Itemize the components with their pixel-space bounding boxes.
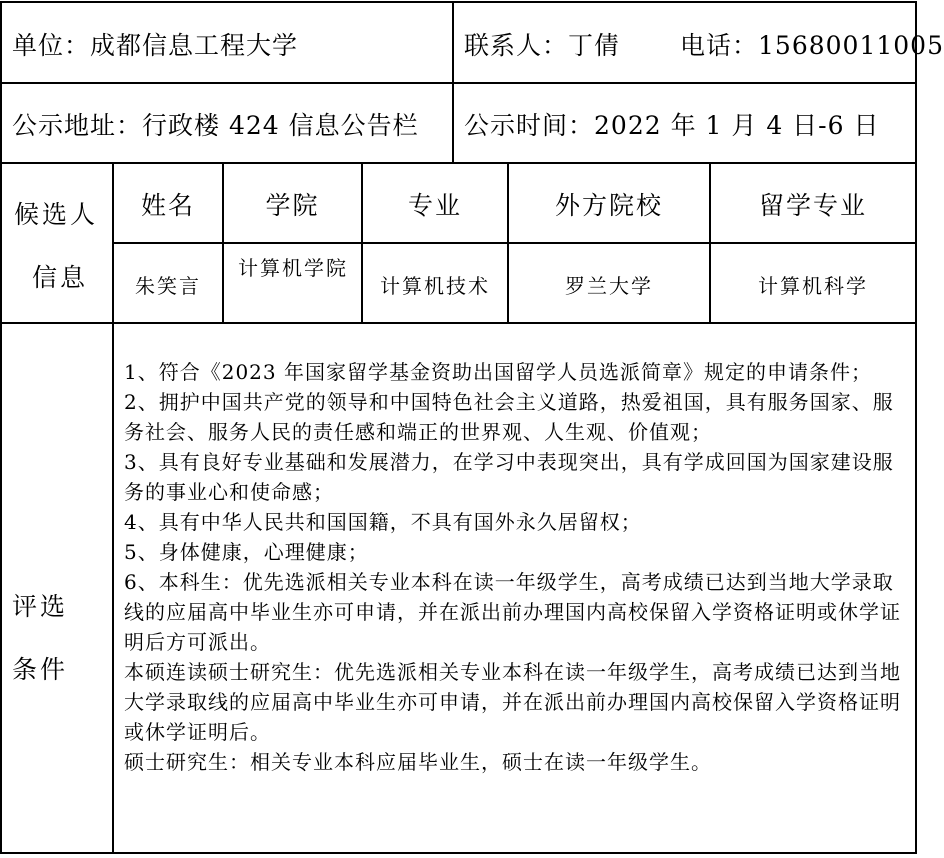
table-border-left bbox=[0, 1, 2, 854]
criteria-section-label-2: 条件 bbox=[12, 655, 69, 684]
contact-value: 丁倩 bbox=[568, 31, 621, 60]
row-divider-2 bbox=[0, 162, 917, 164]
header-college: 学院 bbox=[265, 191, 320, 220]
time-value: 2022 年 1 月 4 日-6 日 bbox=[594, 111, 880, 140]
criteria-item-4: 4、具有中华人民共和国国籍，不具有国外永久居留权； bbox=[124, 510, 642, 534]
criteria-list bbox=[124, 357, 910, 777]
header-major: 专业 bbox=[407, 191, 462, 220]
value-study-major: 计算机科学 bbox=[758, 274, 868, 298]
time-field bbox=[464, 106, 879, 142]
value-major: 计算机技术 bbox=[380, 274, 490, 298]
row-divider-1 bbox=[0, 82, 917, 84]
phone-field bbox=[680, 26, 944, 62]
col-divider-top bbox=[452, 1, 454, 163]
time-label: 公示时间： bbox=[464, 111, 595, 140]
table-border-bottom bbox=[0, 852, 917, 854]
candidate-section-label-2: 信息 bbox=[32, 263, 89, 292]
criteria-item-8: 硕士研究生：相关专业本科应届毕业生，硕士在读一年级学生。 bbox=[124, 750, 712, 774]
address-field bbox=[12, 106, 419, 142]
unit-value: 成都信息工程大学 bbox=[90, 31, 299, 60]
address-value: 行政楼 424 信息公告栏 bbox=[142, 111, 419, 140]
row-divider-3 bbox=[112, 242, 917, 244]
value-college: 计算机学院 bbox=[238, 256, 348, 280]
value-name: 朱笑言 bbox=[135, 274, 201, 298]
value-foreign-school: 罗兰大学 bbox=[565, 274, 653, 298]
col-divider-label bbox=[112, 162, 114, 854]
row-divider-4 bbox=[0, 322, 917, 324]
candidate-section-label-1: 候选人 bbox=[14, 200, 99, 229]
contact-field bbox=[464, 26, 620, 62]
criteria-item-1: 1、符合《2023 年国家留学基金资助出国留学人员选派简章》规定的申请条件； bbox=[124, 360, 872, 384]
table-border-top bbox=[0, 1, 917, 3]
criteria-item-2: 2、拥护中国共产党的领导和中国特色社会主义道路，热爱祖国，具有服务国家、服务社会、服务人民的责任感和端正的世界观、人生观、价值观； bbox=[124, 390, 894, 444]
header-foreign-school: 外方院校 bbox=[554, 191, 663, 220]
criteria-item-6: 6、本科生：优先选派相关专业本科在读一年级学生，高考成绩已达到当地大学录取线的应届高中毕业生亦可申请，并在派出前办理国内高校保留入学资格证明或休学证明后方可派出。 bbox=[124, 570, 901, 654]
unit-label: 单位： bbox=[12, 31, 91, 60]
phone-value: 15680011005 bbox=[758, 31, 944, 60]
address-label: 公示地址： bbox=[12, 111, 143, 140]
criteria-item-5: 5、身体健康，心理健康； bbox=[124, 540, 369, 564]
unit-field bbox=[12, 26, 298, 62]
header-name: 姓名 bbox=[140, 191, 195, 220]
header-study-major: 留学专业 bbox=[758, 191, 867, 220]
table-border-right bbox=[915, 1, 917, 854]
criteria-item-7: 本硕连读硕士研究生：优先选派相关专业本科在读一年级学生，高考成绩已达到当地大学录取线的应届高中毕业生亦可申请，并在派出前办理国内高校保留入学资格证明或休学证明后。 bbox=[124, 660, 901, 744]
criteria-section-label-1: 评选 bbox=[12, 592, 69, 621]
phone-label: 电话： bbox=[680, 31, 759, 60]
contact-label: 联系人： bbox=[464, 31, 569, 60]
criteria-item-3: 3、具有良好专业基础和发展潜力，在学习中表现突出，具有学成回国为国家建设服务的事业心和使命感； bbox=[124, 450, 894, 504]
